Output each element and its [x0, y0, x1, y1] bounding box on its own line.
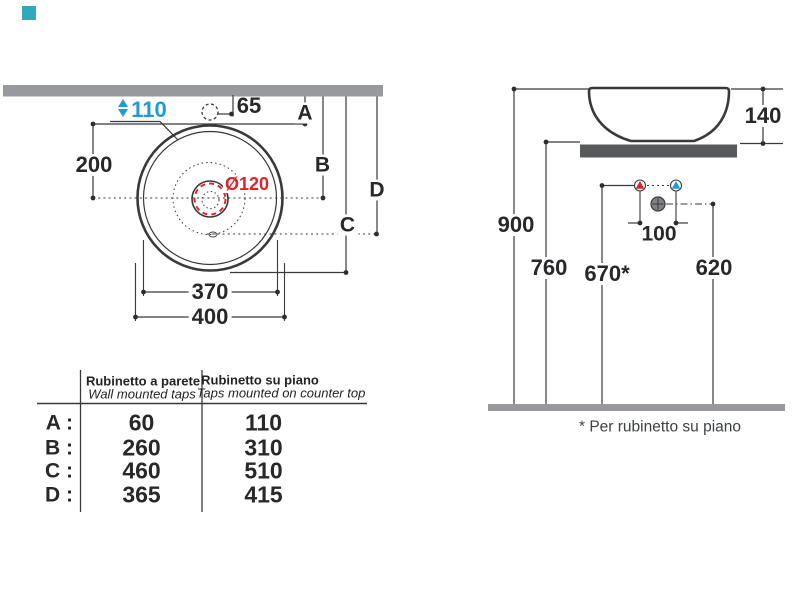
row-a-counter-value: 110	[244, 409, 283, 436]
inner-width-label: 370	[189, 281, 232, 303]
rim-height-label: 900	[495, 214, 538, 236]
footnote: * Per rubinetto su piano	[579, 417, 741, 435]
row-a-wall-value: 60	[128, 409, 155, 436]
basin-height-label: 140	[742, 105, 785, 127]
row-c-label: C :	[45, 459, 73, 483]
floor-bar	[488, 404, 785, 411]
row-d-counter-value: 415	[244, 481, 283, 507]
faucet-travel-label: 110	[131, 97, 167, 122]
wall-bar	[3, 85, 383, 97]
row-c-counter-value: 510	[244, 457, 283, 484]
dim-d-label: D	[366, 179, 387, 200]
hole-offset-label: 65	[236, 92, 262, 118]
faucet-hole-dashed	[202, 104, 218, 120]
basin-profile	[589, 88, 729, 141]
basin-inner-rim	[144, 132, 277, 265]
dimension-dots	[91, 112, 379, 320]
row-a-label: A :	[45, 411, 73, 435]
drain-center-dotted	[202, 192, 219, 209]
supply-height-label: 670*	[581, 263, 632, 285]
height-adjust-arrows-icon	[118, 99, 128, 117]
outer-width-label: 400	[189, 306, 232, 328]
row-d-wall-value: 365	[122, 481, 161, 507]
col1-subtitle: Wall mounted taps	[88, 386, 196, 402]
wall-to-center-label: 200	[73, 154, 116, 176]
drain-diameter-dashed	[195, 184, 226, 215]
col2-subtitle: Taps mounted on counter top	[196, 385, 366, 401]
drain-height-label: 620	[693, 257, 736, 279]
drain-diameter-label: Ø120	[224, 174, 270, 194]
col2-title: Rubinetto su piano	[201, 372, 319, 388]
counter-height-label: 760	[528, 257, 571, 279]
row-c-wall-value: 460	[122, 457, 161, 484]
row-b-counter-value: 310	[244, 434, 283, 460]
counter-slab	[580, 145, 737, 158]
row-b-wall-value: 260	[122, 434, 161, 460]
side-view	[488, 87, 785, 411]
dim-c-label: C	[337, 214, 358, 235]
supply-spacing-label: 100	[641, 222, 677, 246]
dim-a-label: A	[294, 102, 315, 123]
row-d-label: D :	[45, 483, 73, 506]
row-b-label: B :	[45, 436, 73, 459]
col1-title: Rubinetto a parete	[85, 373, 201, 389]
dim-b-label: B	[312, 154, 333, 175]
